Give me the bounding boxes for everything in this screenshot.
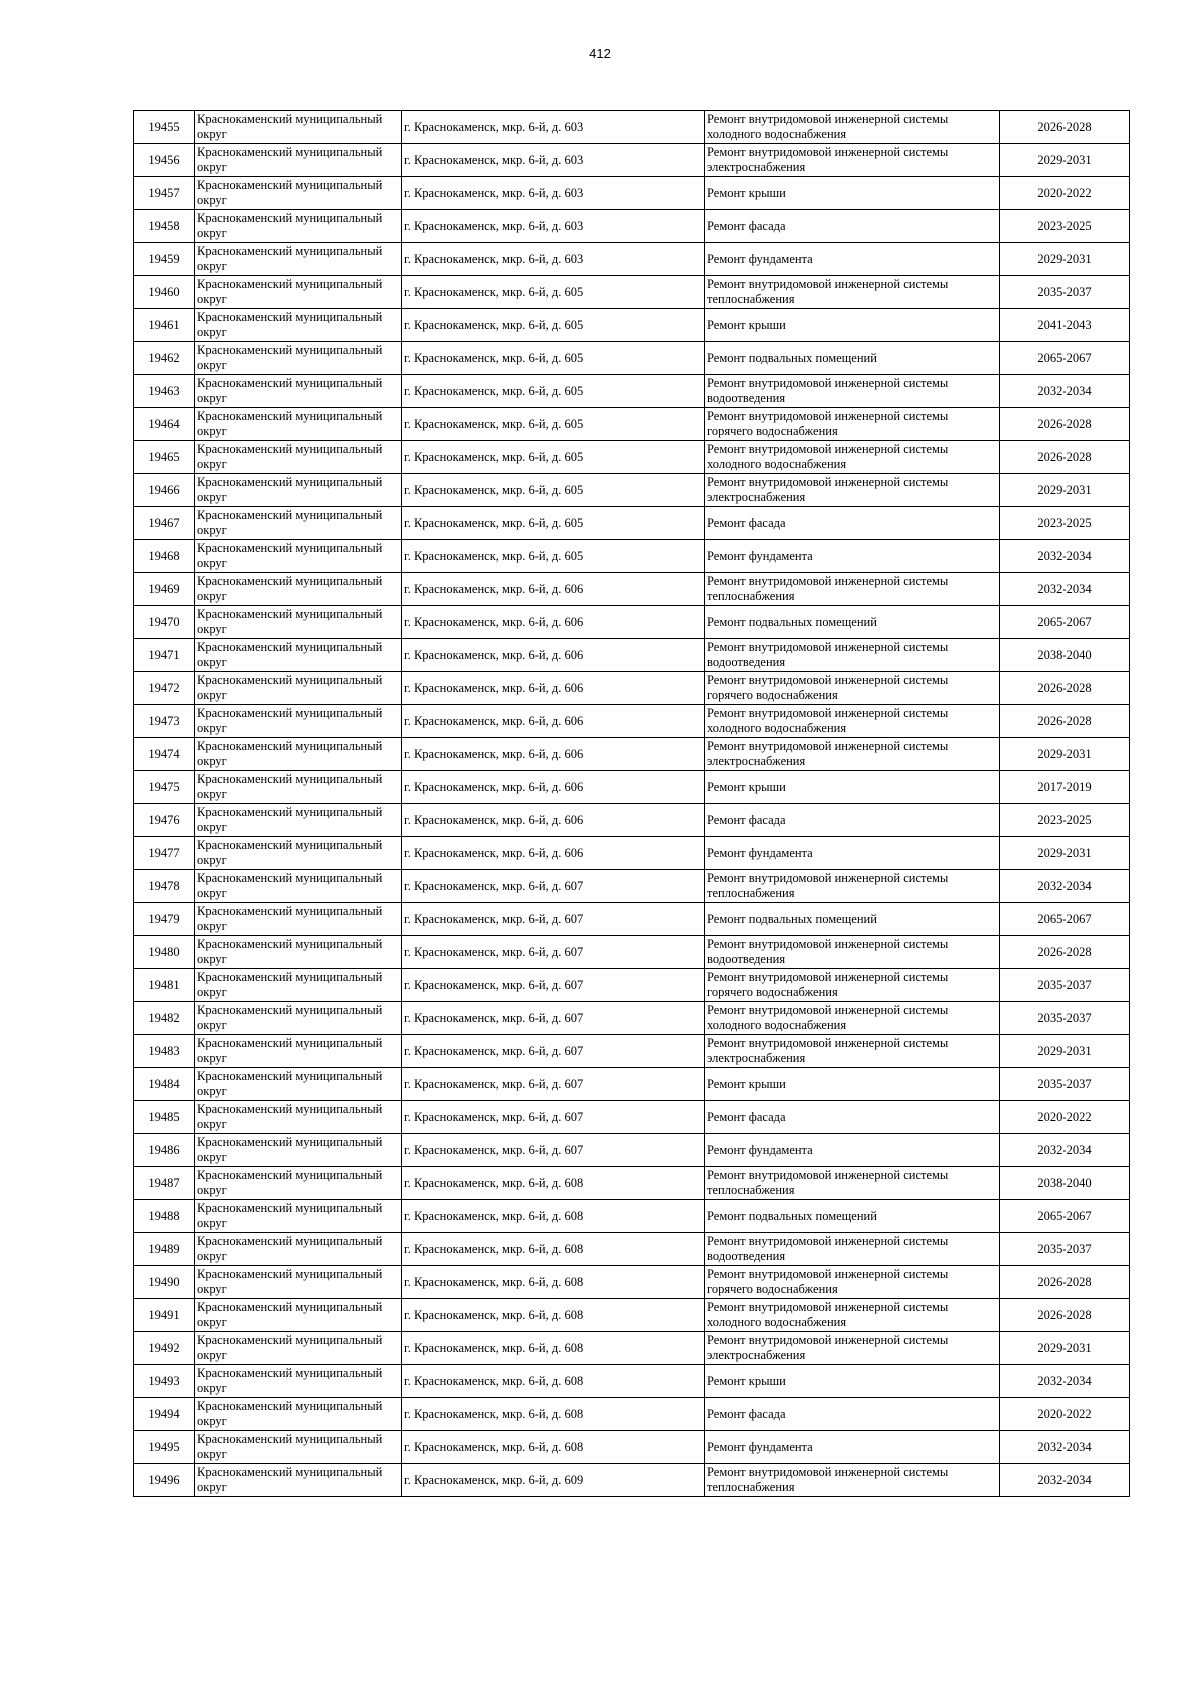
municipality-cell: Краснокаменский муниципальный округ	[195, 1431, 402, 1464]
period-cell: 2026-2028	[1000, 672, 1130, 705]
row-number: 19485	[134, 1101, 195, 1134]
period-cell: 2038-2040	[1000, 639, 1130, 672]
municipality-cell: Краснокаменский муниципальный округ	[195, 210, 402, 243]
municipality-cell: Краснокаменский муниципальный округ	[195, 1035, 402, 1068]
address-cell: г. Краснокаменск, мкр. 6-й, д. 605	[402, 408, 705, 441]
municipality-cell: Краснокаменский муниципальный округ	[195, 771, 402, 804]
row-number: 19477	[134, 837, 195, 870]
period-cell: 2029-2031	[1000, 1332, 1130, 1365]
work-type-cell: Ремонт фасада	[705, 804, 1000, 837]
row-number: 19461	[134, 309, 195, 342]
municipality-cell: Краснокаменский муниципальный округ	[195, 870, 402, 903]
address-cell: г. Краснокаменск, мкр. 6-й, д. 605	[402, 441, 705, 474]
address-cell: г. Краснокаменск, мкр. 6-й, д. 607	[402, 903, 705, 936]
municipality-cell: Краснокаменский муниципальный округ	[195, 177, 402, 210]
row-number: 19479	[134, 903, 195, 936]
table-row	[134, 1398, 1130, 1431]
period-cell: 2035-2037	[1000, 1002, 1130, 1035]
row-number: 19493	[134, 1365, 195, 1398]
table-row	[134, 639, 1130, 672]
address-cell: г. Краснокаменск, мкр. 6-й, д. 606	[402, 837, 705, 870]
municipality-cell: Краснокаменский муниципальный округ	[195, 375, 402, 408]
municipality-cell: Краснокаменский муниципальный округ	[195, 507, 402, 540]
work-type-cell: Ремонт крыши	[705, 1068, 1000, 1101]
municipality-cell: Краснокаменский муниципальный округ	[195, 639, 402, 672]
period-cell: 2026-2028	[1000, 441, 1130, 474]
period-cell: 2029-2031	[1000, 474, 1130, 507]
work-type-cell: Ремонт внутридомовой инженерной системы электроснабжения	[705, 474, 1000, 507]
page-number: 412	[589, 46, 611, 61]
address-cell: г. Краснокаменск, мкр. 6-й, д. 605	[402, 309, 705, 342]
municipality-cell: Краснокаменский муниципальный округ	[195, 705, 402, 738]
period-cell: 2023-2025	[1000, 804, 1130, 837]
address-cell: г. Краснокаменск, мкр. 6-й, д. 607	[402, 936, 705, 969]
table-row	[134, 738, 1130, 771]
row-number: 19496	[134, 1464, 195, 1497]
address-cell: г. Краснокаменск, мкр. 6-й, д. 606	[402, 738, 705, 771]
municipality-cell: Краснокаменский муниципальный округ	[195, 243, 402, 276]
work-type-cell: Ремонт фундамента	[705, 243, 1000, 276]
address-cell: г. Краснокаменск, мкр. 6-й, д. 608	[402, 1431, 705, 1464]
table-row	[134, 705, 1130, 738]
work-type-cell: Ремонт внутридомовой инженерной системы холодного водоснабжения	[705, 441, 1000, 474]
work-type-cell: Ремонт внутридомовой инженерной системы электроснабжения	[705, 144, 1000, 177]
row-number: 19455	[134, 111, 195, 144]
municipality-cell: Краснокаменский муниципальный округ	[195, 1266, 402, 1299]
row-number: 19472	[134, 672, 195, 705]
table-row	[134, 672, 1130, 705]
work-type-cell: Ремонт внутридомовой инженерной системы водоотведения	[705, 1233, 1000, 1266]
municipality-cell: Краснокаменский муниципальный округ	[195, 1002, 402, 1035]
address-cell: г. Краснокаменск, мкр. 6-й, д. 607	[402, 870, 705, 903]
repair-schedule-table	[133, 110, 1130, 1497]
work-type-cell: Ремонт крыши	[705, 177, 1000, 210]
table-row	[134, 1167, 1130, 1200]
work-type-cell: Ремонт внутридомовой инженерной системы горячего водоснабжения	[705, 672, 1000, 705]
municipality-cell: Краснокаменский муниципальный округ	[195, 111, 402, 144]
address-cell: г. Краснокаменск, мкр. 6-й, д. 605	[402, 342, 705, 375]
municipality-cell: Краснокаменский муниципальный округ	[195, 1200, 402, 1233]
table-row	[134, 408, 1130, 441]
work-type-cell: Ремонт фундамента	[705, 1134, 1000, 1167]
row-number: 19491	[134, 1299, 195, 1332]
municipality-cell: Краснокаменский муниципальный округ	[195, 1365, 402, 1398]
row-number: 19476	[134, 804, 195, 837]
address-cell: г. Краснокаменск, мкр. 6-й, д. 606	[402, 606, 705, 639]
period-cell: 2035-2037	[1000, 276, 1130, 309]
municipality-cell: Краснокаменский муниципальный округ	[195, 738, 402, 771]
address-cell: г. Краснокаменск, мкр. 6-й, д. 603	[402, 111, 705, 144]
address-cell: г. Краснокаменск, мкр. 6-й, д. 605	[402, 507, 705, 540]
period-cell: 2065-2067	[1000, 903, 1130, 936]
row-number: 19473	[134, 705, 195, 738]
table-row	[134, 1200, 1130, 1233]
period-cell: 2029-2031	[1000, 1035, 1130, 1068]
period-cell: 2032-2034	[1000, 573, 1130, 606]
period-cell: 2032-2034	[1000, 870, 1130, 903]
table-row	[134, 1101, 1130, 1134]
row-number: 19460	[134, 276, 195, 309]
municipality-cell: Краснокаменский муниципальный округ	[195, 540, 402, 573]
address-cell: г. Краснокаменск, мкр. 6-й, д. 603	[402, 177, 705, 210]
period-cell: 2017-2019	[1000, 771, 1130, 804]
address-cell: г. Краснокаменск, мкр. 6-й, д. 607	[402, 969, 705, 1002]
municipality-cell: Краснокаменский муниципальный округ	[195, 1398, 402, 1431]
table-row	[134, 1332, 1130, 1365]
work-type-cell: Ремонт фасада	[705, 507, 1000, 540]
address-cell: г. Краснокаменск, мкр. 6-й, д. 607	[402, 1068, 705, 1101]
table-row	[134, 870, 1130, 903]
row-number: 19490	[134, 1266, 195, 1299]
period-cell: 2029-2031	[1000, 243, 1130, 276]
municipality-cell: Краснокаменский муниципальный округ	[195, 309, 402, 342]
work-type-cell: Ремонт подвальных помещений	[705, 903, 1000, 936]
period-cell: 2032-2034	[1000, 1134, 1130, 1167]
work-type-cell: Ремонт фасада	[705, 1398, 1000, 1431]
row-number: 19464	[134, 408, 195, 441]
period-cell: 2029-2031	[1000, 738, 1130, 771]
table-row	[134, 1299, 1130, 1332]
table-row	[134, 1134, 1130, 1167]
row-number: 19484	[134, 1068, 195, 1101]
period-cell: 2065-2067	[1000, 1200, 1130, 1233]
period-cell: 2029-2031	[1000, 837, 1130, 870]
period-cell: 2065-2067	[1000, 606, 1130, 639]
municipality-cell: Краснокаменский муниципальный округ	[195, 1101, 402, 1134]
table-row	[134, 1464, 1130, 1497]
work-type-cell: Ремонт внутридомовой инженерной системы холодного водоснабжения	[705, 1299, 1000, 1332]
row-number: 19474	[134, 738, 195, 771]
period-cell: 2041-2043	[1000, 309, 1130, 342]
work-type-cell: Ремонт крыши	[705, 771, 1000, 804]
table-row	[134, 144, 1130, 177]
municipality-cell: Краснокаменский муниципальный округ	[195, 1299, 402, 1332]
address-cell: г. Краснокаменск, мкр. 6-й, д. 605	[402, 540, 705, 573]
municipality-cell: Краснокаменский муниципальный округ	[195, 1233, 402, 1266]
work-type-cell: Ремонт внутридомовой инженерной системы горячего водоснабжения	[705, 969, 1000, 1002]
row-number: 19480	[134, 936, 195, 969]
row-number: 19456	[134, 144, 195, 177]
work-type-cell: Ремонт внутридомовой инженерной системы водоотведения	[705, 936, 1000, 969]
period-cell: 2026-2028	[1000, 111, 1130, 144]
period-cell: 2032-2034	[1000, 540, 1130, 573]
table-body	[134, 111, 1130, 1497]
table-row	[134, 111, 1130, 144]
address-cell: г. Краснокаменск, мкр. 6-й, д. 606	[402, 672, 705, 705]
period-cell: 2035-2037	[1000, 1068, 1130, 1101]
period-cell: 2032-2034	[1000, 1365, 1130, 1398]
table-row	[134, 243, 1130, 276]
municipality-cell: Краснокаменский муниципальный округ	[195, 606, 402, 639]
period-cell: 2026-2028	[1000, 936, 1130, 969]
table-row	[134, 1233, 1130, 1266]
work-type-cell: Ремонт внутридомовой инженерной системы холодного водоснабжения	[705, 111, 1000, 144]
address-cell: г. Краснокаменск, мкр. 6-й, д. 607	[402, 1134, 705, 1167]
work-type-cell: Ремонт внутридомовой инженерной системы теплоснабжения	[705, 276, 1000, 309]
table-row	[134, 1266, 1130, 1299]
address-cell: г. Краснокаменск, мкр. 6-й, д. 608	[402, 1200, 705, 1233]
period-cell: 2032-2034	[1000, 1464, 1130, 1497]
municipality-cell: Краснокаменский муниципальный округ	[195, 474, 402, 507]
table-row	[134, 936, 1130, 969]
address-cell: г. Краснокаменск, мкр. 6-й, д. 603	[402, 144, 705, 177]
work-type-cell: Ремонт фундамента	[705, 540, 1000, 573]
table-row	[134, 1035, 1130, 1068]
address-cell: г. Краснокаменск, мкр. 6-й, д. 608	[402, 1233, 705, 1266]
table-row	[134, 342, 1130, 375]
row-number: 19458	[134, 210, 195, 243]
period-cell: 2026-2028	[1000, 1266, 1130, 1299]
period-cell: 2029-2031	[1000, 144, 1130, 177]
address-cell: г. Краснокаменск, мкр. 6-й, д. 609	[402, 1464, 705, 1497]
work-type-cell: Ремонт внутридомовой инженерной системы водоотведения	[705, 639, 1000, 672]
row-number: 19475	[134, 771, 195, 804]
row-number: 19467	[134, 507, 195, 540]
row-number: 19459	[134, 243, 195, 276]
row-number: 19494	[134, 1398, 195, 1431]
period-cell: 2026-2028	[1000, 408, 1130, 441]
municipality-cell: Краснокаменский муниципальный округ	[195, 903, 402, 936]
table-row	[134, 1002, 1130, 1035]
municipality-cell: Краснокаменский муниципальный округ	[195, 1068, 402, 1101]
period-cell: 2026-2028	[1000, 1299, 1130, 1332]
address-cell: г. Краснокаменск, мкр. 6-й, д. 608	[402, 1398, 705, 1431]
municipality-cell: Краснокаменский муниципальный округ	[195, 441, 402, 474]
work-type-cell: Ремонт фундамента	[705, 837, 1000, 870]
period-cell: 2038-2040	[1000, 1167, 1130, 1200]
municipality-cell: Краснокаменский муниципальный округ	[195, 1167, 402, 1200]
work-type-cell: Ремонт внутридомовой инженерной системы электроснабжения	[705, 1332, 1000, 1365]
municipality-cell: Краснокаменский муниципальный округ	[195, 144, 402, 177]
work-type-cell: Ремонт фасада	[705, 210, 1000, 243]
work-type-cell: Ремонт крыши	[705, 1365, 1000, 1398]
address-cell: г. Краснокаменск, мкр. 6-й, д. 606	[402, 705, 705, 738]
address-cell: г. Краснокаменск, мкр. 6-й, д. 608	[402, 1332, 705, 1365]
work-type-cell: Ремонт подвальных помещений	[705, 606, 1000, 639]
work-type-cell: Ремонт фасада	[705, 1101, 1000, 1134]
work-type-cell: Ремонт внутридомовой инженерной системы теплоснабжения	[705, 573, 1000, 606]
period-cell: 2023-2025	[1000, 210, 1130, 243]
address-cell: г. Краснокаменск, мкр. 6-й, д. 606	[402, 804, 705, 837]
address-cell: г. Краснокаменск, мкр. 6-й, д. 606	[402, 771, 705, 804]
address-cell: г. Краснокаменск, мкр. 6-й, д. 603	[402, 243, 705, 276]
work-type-cell: Ремонт внутридомовой инженерной системы теплоснабжения	[705, 1464, 1000, 1497]
table-row	[134, 276, 1130, 309]
table-row	[134, 309, 1130, 342]
municipality-cell: Краснокаменский муниципальный округ	[195, 969, 402, 1002]
work-type-cell: Ремонт внутридомовой инженерной системы холодного водоснабжения	[705, 1002, 1000, 1035]
table-row	[134, 771, 1130, 804]
row-number: 19488	[134, 1200, 195, 1233]
period-cell: 2026-2028	[1000, 705, 1130, 738]
address-cell: г. Краснокаменск, мкр. 6-й, д. 608	[402, 1299, 705, 1332]
address-cell: г. Краснокаменск, мкр. 6-й, д. 605	[402, 276, 705, 309]
row-number: 19486	[134, 1134, 195, 1167]
table-row	[134, 177, 1130, 210]
period-cell: 2032-2034	[1000, 375, 1130, 408]
work-type-cell: Ремонт крыши	[705, 309, 1000, 342]
table-row	[134, 507, 1130, 540]
period-cell: 2035-2037	[1000, 1233, 1130, 1266]
period-cell: 2065-2067	[1000, 342, 1130, 375]
period-cell: 2020-2022	[1000, 177, 1130, 210]
municipality-cell: Краснокаменский муниципальный округ	[195, 408, 402, 441]
address-cell: г. Краснокаменск, мкр. 6-й, д. 605	[402, 375, 705, 408]
address-cell: г. Краснокаменск, мкр. 6-й, д. 608	[402, 1167, 705, 1200]
table-row	[134, 606, 1130, 639]
table-row	[134, 1365, 1130, 1398]
row-number: 19465	[134, 441, 195, 474]
address-cell: г. Краснокаменск, мкр. 6-й, д. 606	[402, 639, 705, 672]
row-number: 19466	[134, 474, 195, 507]
address-cell: г. Краснокаменск, мкр. 6-й, д. 608	[402, 1365, 705, 1398]
municipality-cell: Краснокаменский муниципальный округ	[195, 804, 402, 837]
table-row	[134, 1431, 1130, 1464]
municipality-cell: Краснокаменский муниципальный округ	[195, 936, 402, 969]
work-type-cell: Ремонт внутридомовой инженерной системы теплоснабжения	[705, 870, 1000, 903]
address-cell: г. Краснокаменск, мкр. 6-й, д. 608	[402, 1266, 705, 1299]
work-type-cell: Ремонт внутридомовой инженерной системы холодного водоснабжения	[705, 705, 1000, 738]
table-row	[134, 837, 1130, 870]
row-number: 19457	[134, 177, 195, 210]
municipality-cell: Краснокаменский муниципальный округ	[195, 1464, 402, 1497]
period-cell: 2035-2037	[1000, 969, 1130, 1002]
row-number: 19468	[134, 540, 195, 573]
table-row	[134, 441, 1130, 474]
table-row	[134, 540, 1130, 573]
table-row	[134, 210, 1130, 243]
work-type-cell: Ремонт внутридомовой инженерной системы теплоснабжения	[705, 1167, 1000, 1200]
period-cell: 2020-2022	[1000, 1101, 1130, 1134]
municipality-cell: Краснокаменский муниципальный округ	[195, 1134, 402, 1167]
table-row	[134, 573, 1130, 606]
table-row	[134, 474, 1130, 507]
table-row	[134, 969, 1130, 1002]
address-cell: г. Краснокаменск, мкр. 6-й, д. 607	[402, 1002, 705, 1035]
table-row	[134, 375, 1130, 408]
period-cell: 2032-2034	[1000, 1431, 1130, 1464]
row-number: 19481	[134, 969, 195, 1002]
period-cell: 2020-2022	[1000, 1398, 1130, 1431]
address-cell: г. Краснокаменск, мкр. 6-й, д. 607	[402, 1101, 705, 1134]
municipality-cell: Краснокаменский муниципальный округ	[195, 342, 402, 375]
address-cell: г. Краснокаменск, мкр. 6-й, д. 606	[402, 573, 705, 606]
address-cell: г. Краснокаменск, мкр. 6-й, д. 607	[402, 1035, 705, 1068]
table-row	[134, 804, 1130, 837]
work-type-cell: Ремонт фундамента	[705, 1431, 1000, 1464]
row-number: 19471	[134, 639, 195, 672]
work-type-cell: Ремонт подвальных помещений	[705, 1200, 1000, 1233]
row-number: 19492	[134, 1332, 195, 1365]
work-type-cell: Ремонт внутридомовой инженерной системы электроснабжения	[705, 1035, 1000, 1068]
row-number: 19483	[134, 1035, 195, 1068]
table-row	[134, 1068, 1130, 1101]
row-number: 19469	[134, 573, 195, 606]
row-number: 19462	[134, 342, 195, 375]
row-number: 19482	[134, 1002, 195, 1035]
row-number: 19478	[134, 870, 195, 903]
row-number: 19463	[134, 375, 195, 408]
row-number: 19487	[134, 1167, 195, 1200]
municipality-cell: Краснокаменский муниципальный округ	[195, 1332, 402, 1365]
period-cell: 2023-2025	[1000, 507, 1130, 540]
municipality-cell: Краснокаменский муниципальный округ	[195, 672, 402, 705]
row-number: 19495	[134, 1431, 195, 1464]
work-type-cell: Ремонт внутридомовой инженерной системы горячего водоснабжения	[705, 1266, 1000, 1299]
work-type-cell: Ремонт внутридомовой инженерной системы горячего водоснабжения	[705, 408, 1000, 441]
municipality-cell: Краснокаменский муниципальный округ	[195, 573, 402, 606]
municipality-cell: Краснокаменский муниципальный округ	[195, 837, 402, 870]
work-type-cell: Ремонт подвальных помещений	[705, 342, 1000, 375]
work-type-cell: Ремонт внутридомовой инженерной системы водоотведения	[705, 375, 1000, 408]
table-row	[134, 903, 1130, 936]
municipality-cell: Краснокаменский муниципальный округ	[195, 276, 402, 309]
work-type-cell: Ремонт внутридомовой инженерной системы электроснабжения	[705, 738, 1000, 771]
row-number: 19470	[134, 606, 195, 639]
address-cell: г. Краснокаменск, мкр. 6-й, д. 605	[402, 474, 705, 507]
address-cell: г. Краснокаменск, мкр. 6-й, д. 603	[402, 210, 705, 243]
row-number: 19489	[134, 1233, 195, 1266]
